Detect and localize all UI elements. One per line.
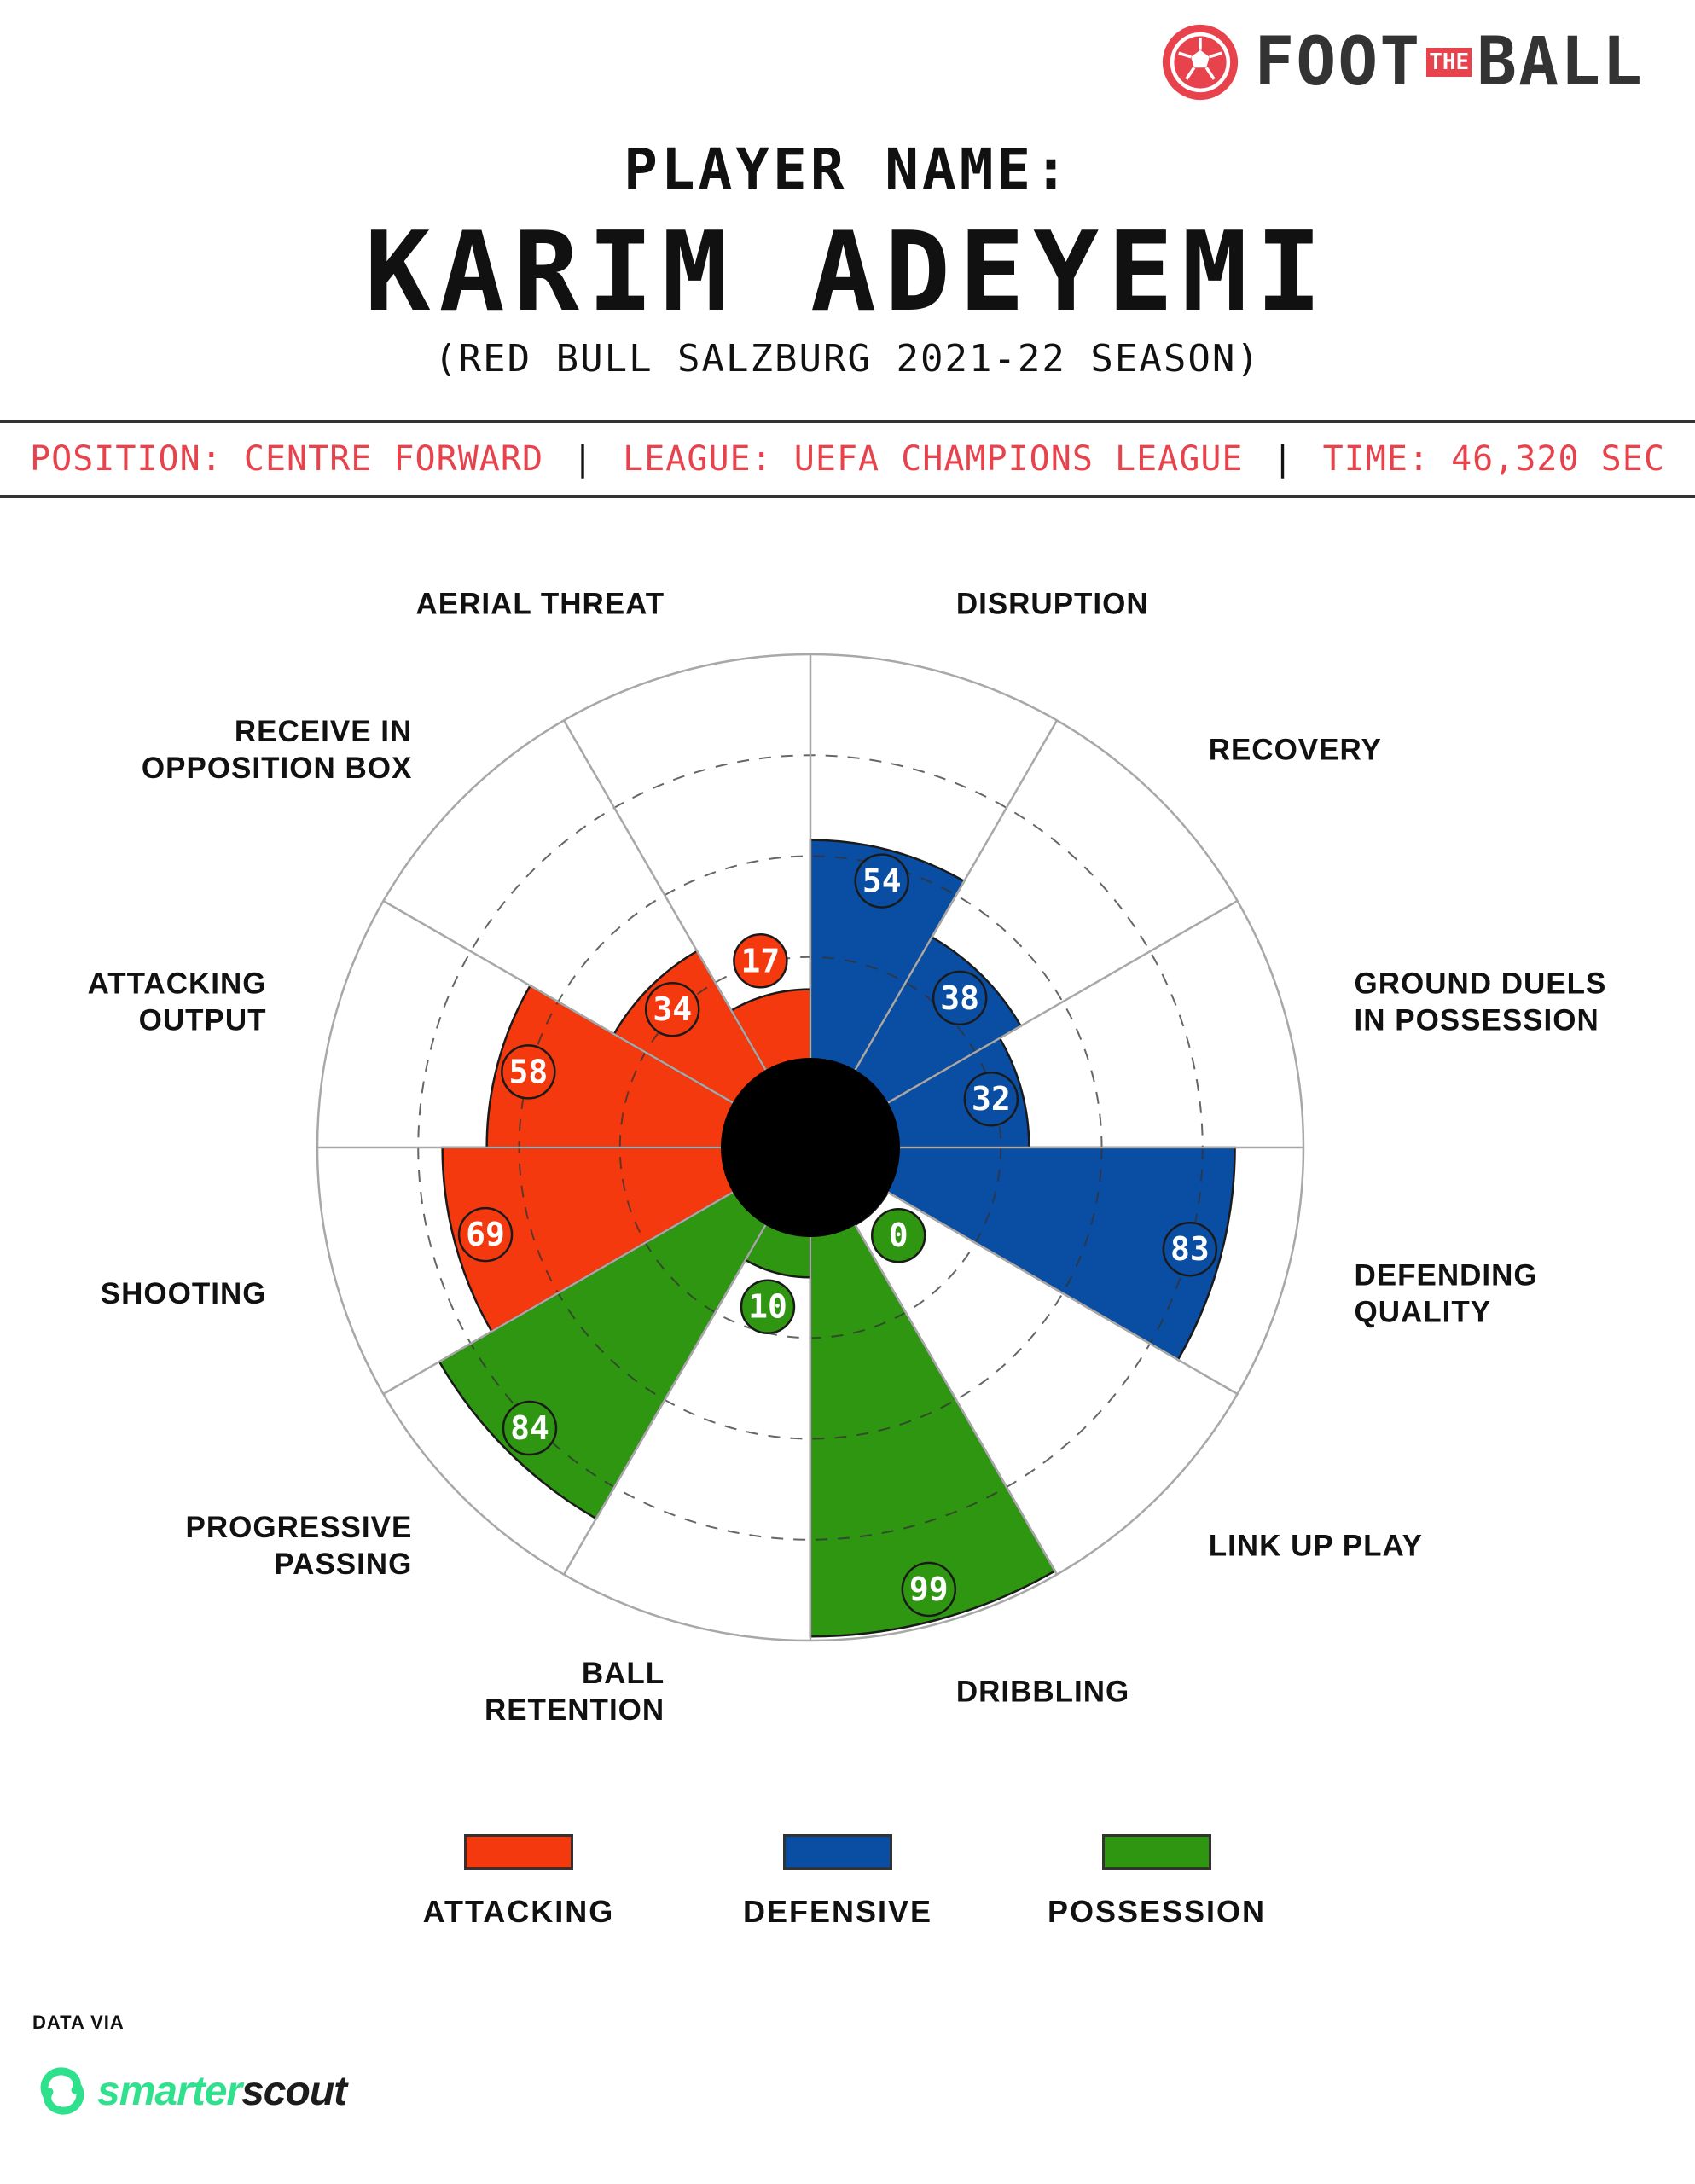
category-label: RECOVERY <box>1208 733 1382 767</box>
value-label: 0 <box>888 1217 908 1255</box>
season-subtitle: (RED BULL SALZBURG 2021-22 SEASON) <box>434 337 1261 380</box>
brand-name-left: FOOT <box>1254 24 1422 101</box>
smarterscout-logo <box>32 2061 346 2121</box>
data-via-label: DATA VIA <box>32 2012 125 2033</box>
legend-item-attacking <box>408 1834 630 1930</box>
legend-swatch-attacking <box>464 1834 573 1870</box>
info-separator: | <box>1272 439 1294 479</box>
category-label: RECEIVE IN OPPOSITION BOX <box>141 714 413 785</box>
value-label: 54 <box>862 862 902 900</box>
value-label: 99 <box>908 1570 949 1608</box>
legend-label-possession: POSSESSION <box>1047 1894 1267 1929</box>
info-time: TIME: 46,320 SEC <box>1322 439 1665 479</box>
source-name-a: smarter <box>97 2068 242 2114</box>
category-label: AERIAL THREAT <box>415 587 665 621</box>
category-label: LINK UP PLAY <box>1208 1529 1423 1563</box>
category-label: PROGRESSIVE PASSING <box>185 1511 413 1582</box>
value-label: 69 <box>466 1216 505 1254</box>
player-name-label: PLAYER NAME: <box>624 136 1071 202</box>
value-label: 38 <box>940 979 980 1017</box>
category-label: DRIBBLING <box>955 1675 1130 1709</box>
source-name-b: scout <box>241 2068 347 2114</box>
value-label: 32 <box>972 1080 1011 1118</box>
value-label: 10 <box>748 1287 787 1326</box>
legend-swatch-defensive <box>783 1834 892 1870</box>
category-label: DEFENDING QUALITY <box>1354 1258 1538 1329</box>
value-label: 58 <box>508 1053 549 1091</box>
smarterscout-wordmark <box>97 2068 346 2115</box>
info-separator: | <box>572 439 595 479</box>
player-name: KARIM ADEYEMI <box>364 209 1331 336</box>
legend-label-attacking: ATTACKING <box>422 1894 615 1929</box>
brand-name-middle: THE <box>1426 48 1472 77</box>
chart-center-hub <box>721 1058 900 1237</box>
info-position: POSITION: CENTRE FORWARD <box>30 439 544 479</box>
category-label: GROUND DUELS IN POSSESSION <box>1354 967 1607 1037</box>
value-label: 34 <box>653 990 693 1029</box>
brand-name-right: BALL <box>1477 24 1644 101</box>
info-league: LEAGUE: UEFA CHAMPIONS LEAGUE <box>623 439 1244 479</box>
legend-item-possession <box>1046 1834 1268 1930</box>
category-label: BALL RETENTION <box>484 1657 665 1728</box>
legend-swatch-possession <box>1102 1834 1211 1870</box>
category-label: ATTACKING OUTPUT <box>87 967 267 1037</box>
value-label: 17 <box>740 942 781 980</box>
category-label: SHOOTING <box>100 1276 267 1310</box>
category-label: DISRUPTION <box>955 587 1149 621</box>
value-label: 84 <box>510 1409 549 1448</box>
value-label: 83 <box>1170 1230 1210 1269</box>
smarterscout-icon <box>32 2061 92 2121</box>
legend-label-defensive: DEFENSIVE <box>742 1894 933 1929</box>
legend-item-defensive <box>727 1834 949 1930</box>
